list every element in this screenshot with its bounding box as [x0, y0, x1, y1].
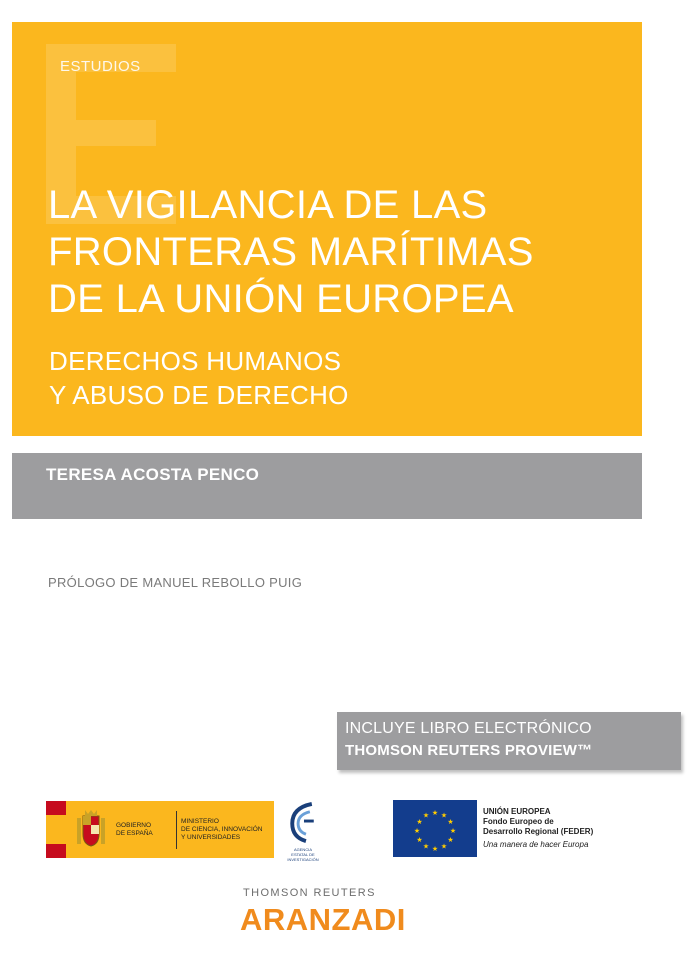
ministry-text-line: MINISTERIO: [181, 817, 219, 825]
book-title-line: FRONTERAS MARÍTIMAS: [48, 230, 534, 274]
logo-divider: [176, 811, 177, 849]
svg-text:★: ★: [416, 836, 423, 844]
book-title-line: DE LA UNIÓN EUROPEA: [48, 277, 514, 321]
eu-flag-icon: [393, 800, 477, 857]
svg-text:★: ★: [422, 811, 430, 820]
svg-text:★: ★: [416, 818, 423, 826]
svg-text:★: ★: [413, 827, 421, 835]
series-label: ESTUDIOS: [60, 58, 141, 75]
book-subtitle: [49, 344, 349, 412]
cover-title-panel: [12, 22, 642, 436]
ebook-badge: [337, 712, 681, 770]
author-band: [12, 453, 642, 519]
aei-emblem-icon: [286, 800, 320, 845]
svg-text:★: ★: [440, 842, 448, 851]
svg-text:★: ★: [440, 811, 448, 820]
ebook-badge-line1: INCLUYE LIBRO ELECTRÓNICO: [345, 720, 592, 737]
book-subtitle-line: DERECHOS HUMANOS: [49, 346, 342, 376]
svg-text:★: ★: [431, 845, 439, 853]
svg-text:★: ★: [449, 827, 457, 835]
gobierno-text-line: DE ESPAÑA: [116, 829, 153, 837]
gobierno-text-line: GOBIERNO: [116, 821, 152, 829]
svg-text:★: ★: [431, 809, 439, 817]
ministry-text-line: Y UNIVERSIDADES: [181, 833, 241, 841]
publisher-name: THOMSON REUTERS: [243, 887, 376, 899]
prologue-credit: PRÓLOGO DE MANUEL REBOLLO PUIG: [48, 575, 303, 590]
ministry-text: [181, 818, 271, 842]
svg-text:★: ★: [422, 842, 430, 851]
ministry-text-line: DE CIENCIA, INNOVACIÓN: [181, 825, 263, 833]
feder-text: [483, 806, 593, 851]
svg-text:★: ★: [447, 836, 454, 844]
coat-of-arms-icon: [66, 801, 116, 858]
eu-name: UNIÓN EUROPEA: [483, 807, 551, 816]
book-title: [48, 182, 628, 323]
aei-caption: AGENCIA ESTATAL DE INVESTIGACIÓN: [287, 847, 319, 862]
book-title-line: LA VIGILANCIA DE LAS: [48, 183, 488, 227]
gobierno-text: [116, 822, 172, 838]
svg-text:★: ★: [447, 818, 454, 826]
agencia-investigacion-logo: [280, 800, 326, 862]
feder-name-line: Desarrollo Regional (FEDER): [483, 827, 594, 836]
feder-name-line: Fondo Europeo de: [483, 817, 554, 826]
ebook-badge-line2: THOMSON REUTERS PROVIEW™: [345, 742, 593, 759]
author-name: TERESA ACOSTA PENCO: [46, 465, 260, 484]
spain-flag-icon: [46, 801, 66, 858]
gobierno-espana-logo: [46, 801, 274, 858]
imprint-logo: ARANZADI: [240, 902, 406, 937]
feder-tagline: Una manera de hacer Europa: [483, 840, 589, 849]
book-subtitle-line: Y ABUSO DE DERECHO: [49, 380, 349, 410]
